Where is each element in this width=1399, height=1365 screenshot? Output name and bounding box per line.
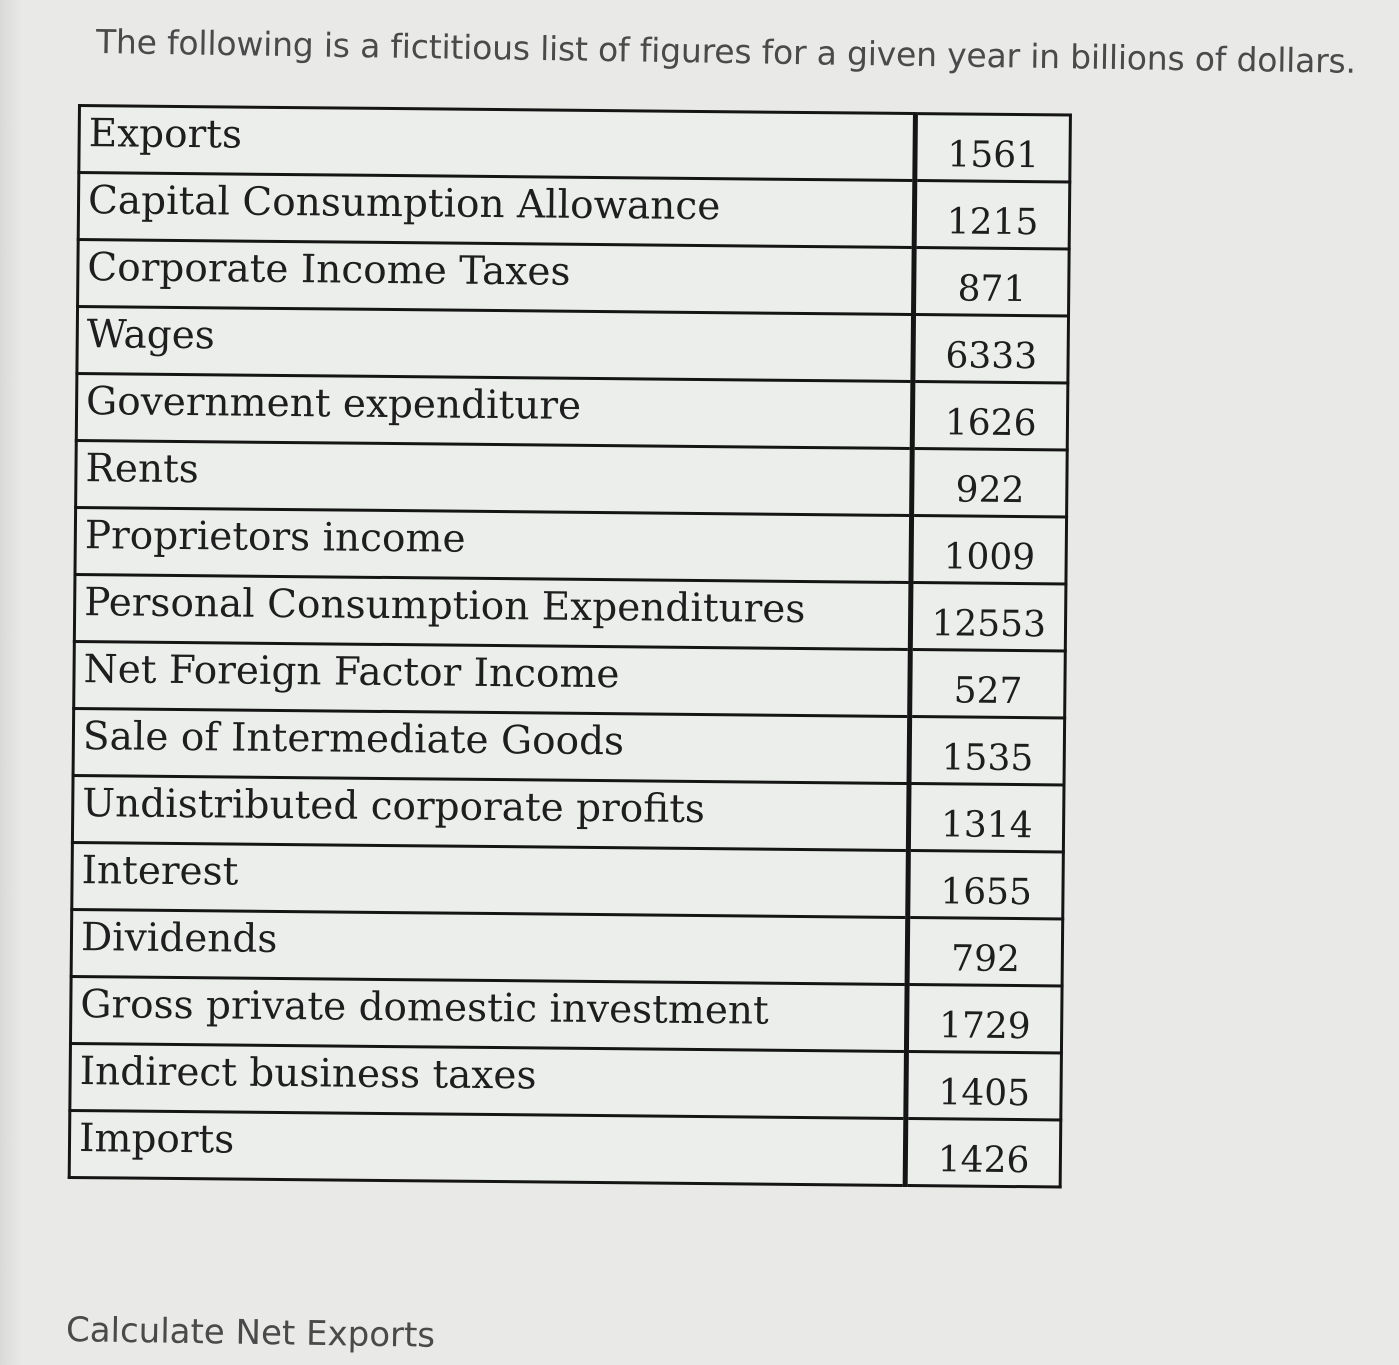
intro-text: The following is a fictitious list of figures for a given year in billions of dollars. bbox=[95, 22, 1357, 81]
row-label: Corporate Income Taxes bbox=[78, 240, 915, 315]
row-value: 922 bbox=[912, 449, 1067, 517]
row-label: Sale of Intermediate Goods bbox=[73, 708, 910, 783]
row-value: 1729 bbox=[907, 985, 1062, 1053]
row-value: 1314 bbox=[909, 784, 1064, 852]
row-label: Net Foreign Factor Income bbox=[74, 641, 911, 716]
table-row bbox=[78, 240, 1070, 317]
question-prompt: Calculate Net Exports bbox=[65, 1310, 436, 1356]
row-value: 1009 bbox=[911, 516, 1066, 584]
row-label: Capital Consumption Allowance bbox=[78, 173, 915, 248]
row-label: Government expenditure bbox=[76, 374, 913, 449]
row-label: Proprietors income bbox=[75, 507, 912, 582]
table-row bbox=[74, 574, 1066, 651]
table-row bbox=[73, 708, 1065, 785]
table-row bbox=[71, 909, 1063, 986]
table-row bbox=[76, 440, 1068, 517]
row-label: Imports bbox=[69, 1110, 906, 1185]
row-value: 1535 bbox=[909, 717, 1064, 785]
table-row bbox=[77, 307, 1069, 384]
row-value: 1626 bbox=[913, 382, 1068, 450]
row-value: 1215 bbox=[915, 181, 1070, 249]
row-label: Dividends bbox=[71, 909, 908, 984]
table-row bbox=[74, 641, 1066, 718]
table-row bbox=[69, 1110, 1061, 1187]
row-label: Gross private domestic investment bbox=[70, 976, 907, 1051]
row-label: Rents bbox=[76, 440, 913, 515]
row-value: 792 bbox=[907, 918, 1062, 986]
table-row bbox=[72, 842, 1064, 919]
row-value: 871 bbox=[914, 248, 1069, 316]
row-value: 6333 bbox=[913, 315, 1068, 383]
table-row bbox=[70, 976, 1062, 1053]
row-label: Undistributed corporate profits bbox=[72, 775, 909, 850]
table-row bbox=[72, 775, 1064, 852]
row-value: 1405 bbox=[906, 1051, 1061, 1119]
figures-table bbox=[68, 104, 1072, 1188]
table-row bbox=[76, 374, 1068, 451]
row-value: 527 bbox=[910, 650, 1065, 718]
row-label: Indirect business taxes bbox=[70, 1043, 907, 1118]
row-value: 12553 bbox=[911, 583, 1066, 651]
row-value: 1426 bbox=[906, 1118, 1061, 1186]
table-row bbox=[70, 1043, 1062, 1120]
row-label: Exports bbox=[79, 106, 916, 181]
row-label: Wages bbox=[77, 307, 914, 382]
figures-table-container bbox=[68, 104, 1072, 1188]
row-label: Interest bbox=[72, 842, 909, 917]
figures-table-body bbox=[69, 106, 1070, 1187]
page-edge bbox=[0, 0, 22, 1365]
row-value: 1561 bbox=[915, 114, 1070, 182]
row-value: 1655 bbox=[908, 851, 1063, 919]
table-row bbox=[79, 106, 1071, 183]
table-row bbox=[78, 173, 1070, 250]
row-label: Personal Consumption Expenditures bbox=[74, 574, 911, 649]
table-row bbox=[75, 507, 1067, 584]
